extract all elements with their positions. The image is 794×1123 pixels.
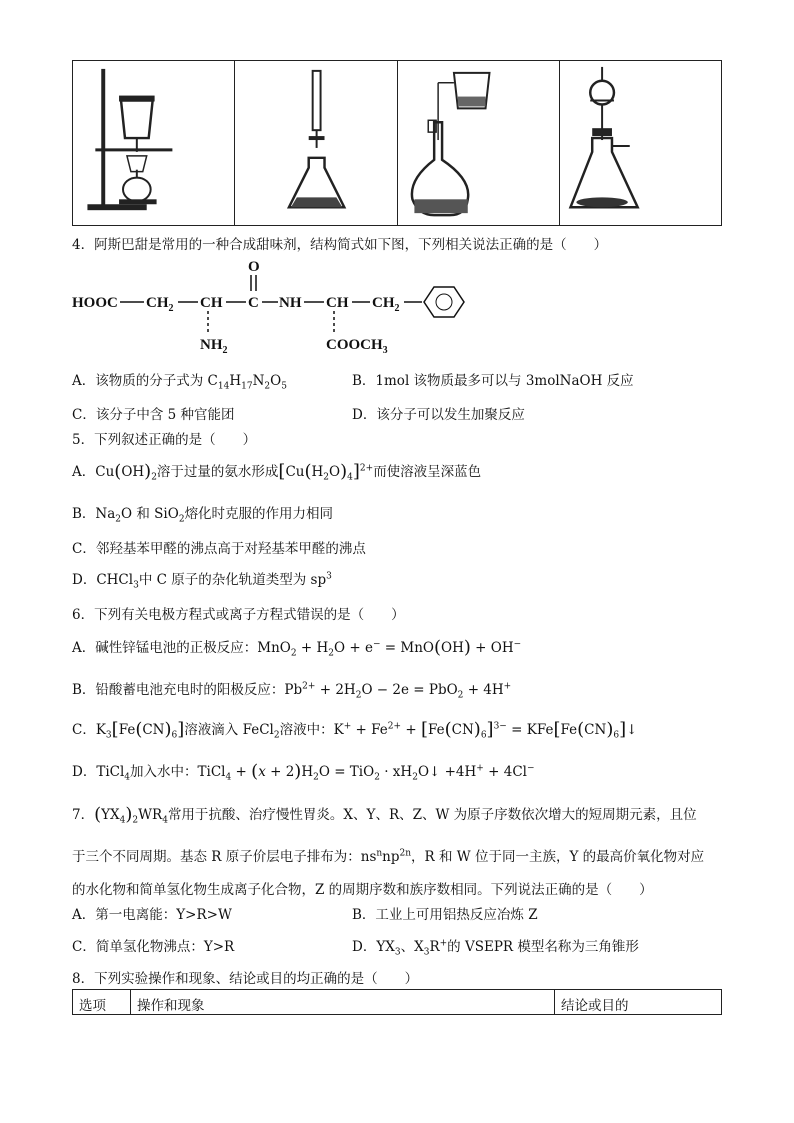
distillation-icon bbox=[73, 61, 234, 225]
q7-line2: 于三个不同周期。基态 R 原子价层电子排布为：$ns^nnp^{2n}$，R 和 W 位于同一主族，Y 的最高价氧化物对应 bbox=[72, 848, 705, 865]
q7-line3: 的水化物和简单氢化物生成离子化合物，Z 的周期序数和族序数相同。下列说法正确的是（ ） bbox=[72, 882, 653, 898]
struct-cooch3: $COOCH_3$ bbox=[326, 337, 388, 355]
aspartame-structure bbox=[72, 255, 492, 355]
burette-icon bbox=[235, 61, 396, 225]
q5-option-d: D．CHCl$_3$中 C 原子的杂化轨道类型为 $sp^3$ bbox=[72, 571, 332, 591]
struct-ch-b: CH bbox=[326, 295, 349, 311]
q5-stem: 5．下列叙述正确的是（ ） bbox=[72, 432, 257, 448]
q4-option-b: B．1mol 该物质最多可以与 3molNaOH 反应 bbox=[352, 373, 634, 389]
q8-table-header bbox=[72, 989, 722, 1015]
q6-option-b: B．铅酸蓄电池充电时的阳极反应：$Pb^{2+} + 2H_2O - 2e = PbO_2 + 4H^+$ bbox=[72, 681, 512, 701]
apparatus-figure-row bbox=[72, 60, 722, 226]
q7-option-b: B．工业上可用铝热反应冶炼 Z bbox=[352, 907, 538, 923]
apparatus-distillation bbox=[73, 61, 235, 225]
table-header-conclusion: 结论或目的 bbox=[561, 998, 629, 1014]
table-header-option: 选项 bbox=[73, 990, 131, 1014]
q6-option-c: C．$K_3[Fe(CN)_6]$溶液滴入 FeCl$_2$溶液中：$K^+ + Fe^{2+} + [Fe(CN)_6]^{3-}$ = $KFe[Fe(CN)_6]↓$ bbox=[72, 719, 638, 741]
struct-hooc: HOOC bbox=[72, 295, 118, 311]
q6-option-d: D．TiCl$_4$加入水中：TiCl$_4$ + $(x + 2)H_2O = TiO_2$ · $xH_2O↓ +4H^+ + 4Cl^-$ bbox=[72, 761, 535, 783]
q4-option-d: D．该分子可以发生加聚反应 bbox=[352, 407, 525, 423]
struct-o: O bbox=[248, 259, 260, 275]
struct-nh2: $NH_2$ bbox=[200, 337, 228, 355]
q4-option-c: C．该分子中含 5 种官能团 bbox=[72, 407, 235, 423]
q5-option-b: B．$Na_2O$ 和 SiO$_2$熔化时克服的作用力相同 bbox=[72, 506, 334, 525]
q7-option-a: A．第一电离能：Y>R>W bbox=[72, 907, 232, 923]
volumetric-flask-icon bbox=[398, 61, 559, 225]
q6-option-a: A．碱性锌锰电池的正极反应：$MnO_2 + H_2O + e^- = MnO(OH) + OH^-$ bbox=[72, 637, 522, 659]
apparatus-burette bbox=[235, 61, 397, 225]
q6-stem: 6．下列有关电极方程式或离子方程式错误的是（ ） bbox=[72, 607, 405, 623]
struct-nh: NH bbox=[279, 295, 302, 311]
separatory-funnel-icon bbox=[560, 61, 721, 225]
q4-option-a: A．该物质的分子式为 $C_{14}H_{17}N_2O_5$ bbox=[72, 373, 287, 392]
struct-ch: CH bbox=[200, 295, 223, 311]
q7-option-c: C．简单氢化物沸点：Y>R bbox=[72, 939, 235, 955]
q5-option-c: C．邻羟基苯甲醛的沸点高于对羟基苯甲醛的沸点 bbox=[72, 541, 366, 557]
q8-stem: 8．下列实验操作和现象、结论或目的均正确的是（ ） bbox=[72, 971, 419, 987]
q4-stem: 4．阿斯巴甜是常用的一种合成甜味剂，结构简式如下图，下列相关说法正确的是（ ） bbox=[72, 237, 608, 253]
q7-line1: 7．$(YX_4)_2WR_4$常用于抗酸、治疗慢性胃炎。X、Y、R、Z、W 为原子序数依次增大的短周期元素，且位 bbox=[72, 804, 697, 826]
apparatus-volumetric-flask bbox=[398, 61, 560, 225]
table-header-operation: 操作和现象 bbox=[131, 990, 555, 1014]
benzene-ring-icon bbox=[424, 287, 464, 317]
struct-ch2-a: $CH_2$ bbox=[146, 295, 174, 314]
struct-c: C bbox=[248, 295, 259, 311]
struct-ch2-b: $CH_2$ bbox=[372, 295, 400, 314]
q5-option-a: A．$Cu(OH)_2$溶于过量的氨水形成$[Cu(H_2O)_4]^{2+}$而使溶液呈深蓝色 bbox=[72, 461, 482, 483]
apparatus-separatory-funnel bbox=[560, 61, 721, 225]
q7-option-d: D．$YX_3$、$X_3R^+$的 VSEPR 模型名称为三角锥形 bbox=[352, 938, 639, 958]
